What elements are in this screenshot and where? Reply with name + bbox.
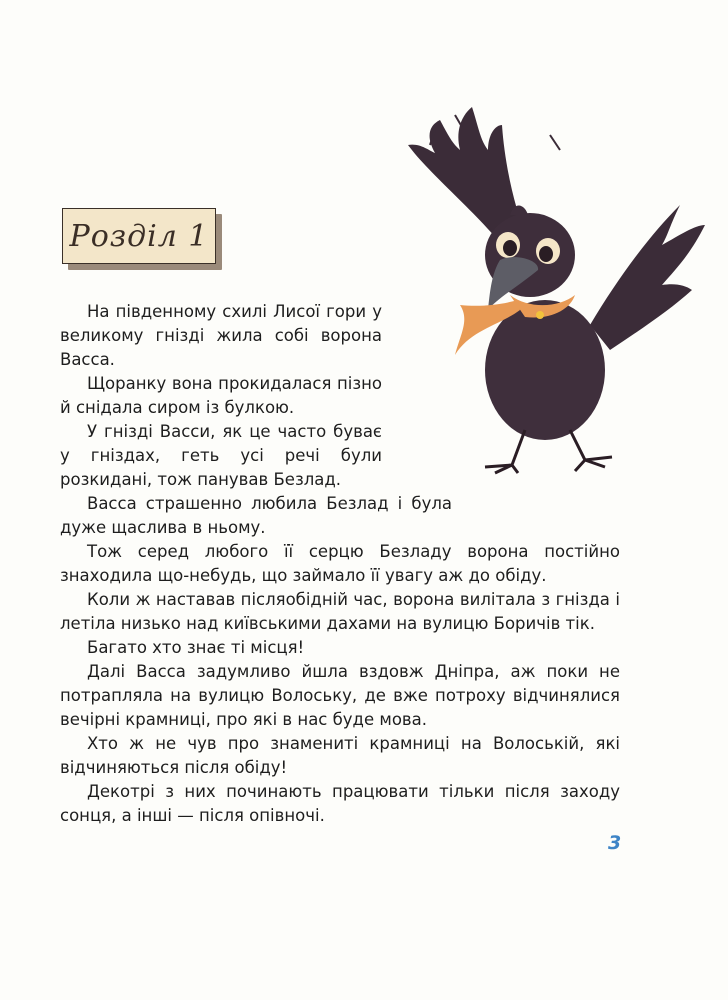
- chapter-heading: [62, 208, 222, 270]
- paragraph: Васса страшенно любила Безлад і була дуже щаслива в ньому.: [60, 494, 452, 537]
- chapter-heading-frame: [62, 208, 216, 264]
- paragraph: Багато хто знає ті місця!: [87, 638, 305, 657]
- paragraph: Далі Васса задумливо йшла вздовж Дніпра, аж поки не потрапляла на вулицю Волоську, де вже потроху відчинялися вечірні крамниці, про які в нас буде мова.: [60, 662, 620, 729]
- paragraph: Декотрі з них починають працювати тільки після заходу сонця, а інші — після опівночі.: [60, 782, 620, 825]
- paragraph: На південному схилі Лисої гори у великому гнізді жила собі ворона Васса.: [60, 302, 382, 369]
- page-number: 3: [608, 832, 622, 854]
- paragraph: Хто ж не чув про знамениті крамниці на Волоській, які відчиняються після обіду!: [60, 734, 620, 777]
- paragraph: Коли ж наставав післяобідній час, ворона вилітала з гнізда і летіла низько над київськими дахами на вулицю Боричів тік.: [60, 590, 620, 633]
- chapter-title: Розділ 1: [69, 218, 209, 254]
- paragraph: У гнізді Васси, як це часто буває у гніздах, геть усі речі були розкидані, тож панував Безлад.: [60, 422, 382, 489]
- paragraph: Тож серед любого її серцю Безладу ворона постійно знаходила що-небудь, що займало її увагу аж до обіду.: [60, 542, 620, 585]
- paragraph: Щоранку вона прокидалася пізно й снідала сиром із булкою.: [60, 374, 382, 417]
- body-text: [60, 300, 620, 828]
